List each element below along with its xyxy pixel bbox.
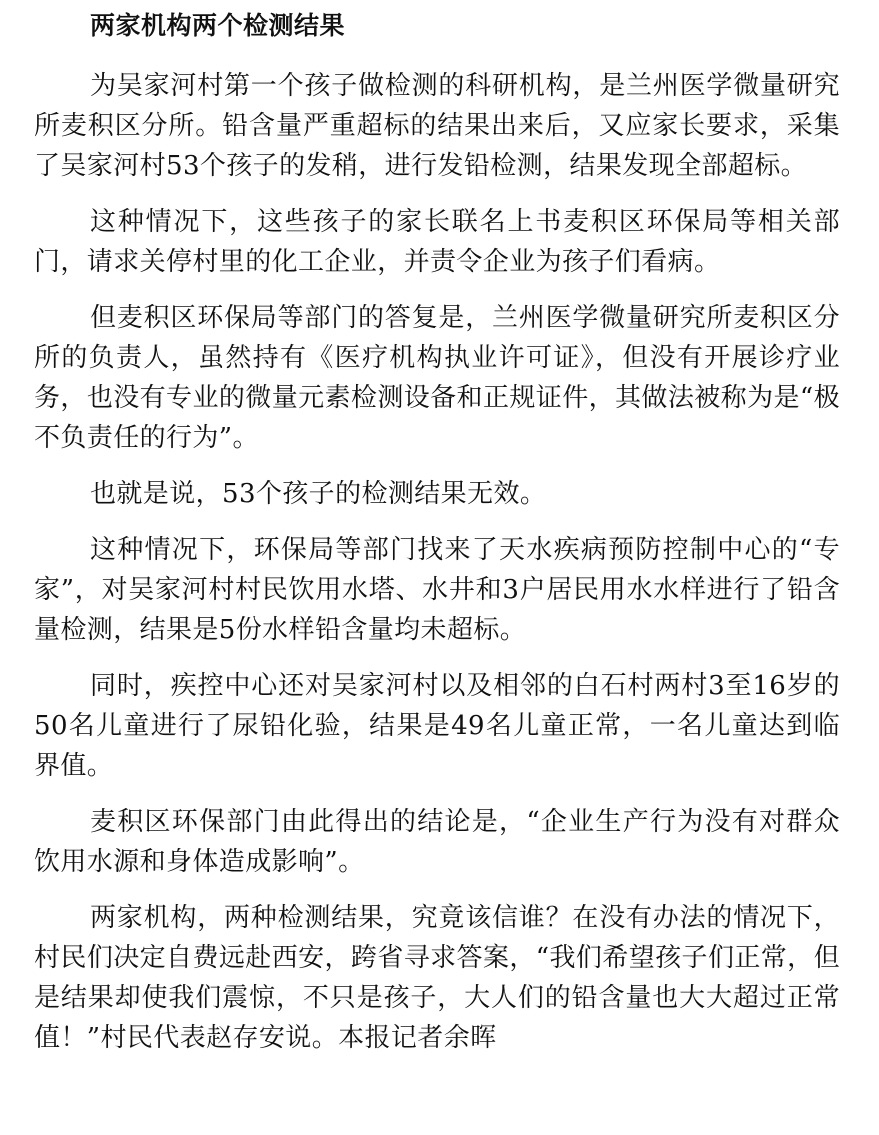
paragraph-4: 也就是说，53个孩子的检测结果无效。 — [90, 479, 547, 509]
paragraph-7: 麦积区环保部门由此得出的结论是，“企业生产行为没有对群众饮用水源和身体造成影响”。 — [34, 807, 840, 877]
paragraph-6: 同时，疾控中心还对吴家河村以及相邻的白石村两村3至16岁的50名儿童进行了尿铅化验，结果是49名儿童正常，一名儿童达到临界值。 — [34, 671, 840, 781]
paragraph-2: 这种情况下，这些孩子的家长联名上书麦积区环保局等相关部门，请求关停村里的化工企业，并责令企业为孩子们看病。 — [34, 207, 840, 277]
paragraph-3: 但麦积区环保局等部门的答复是，兰州医学微量研究所麦积区分所的负责人，虽然持有《医疗机构执业许可证》，但没有开展诊疗业务，也没有专业的微量元素检测设备和正规证件，其做法被称为是“极不负责任的行为”。 — [34, 303, 840, 453]
paragraph-8: 两家机构，两种检测结果，究竟该信谁？在没有办法的情况下，村民们决定自费远赴西安，跨省寻求答案，“我们希望孩子们正常，但是结果却使我们震惊，不只是孩子，大人们的铅含量也大大超过正常值！”村民代表赵存安说。本报记者余晖 — [34, 903, 840, 1053]
article-title: 两家机构两个检测结果 — [90, 11, 346, 40]
paragraph-1: 为吴家河村第一个孩子做检测的科研机构，是兰州医学微量研究所麦积区分所。铅含量严重超标的结果出来后，又应家长要求，采集了吴家河村53个孩子的发稍，进行发铅检测，结果发现全部超标。 — [34, 71, 840, 181]
paragraph-5: 这种情况下，环保局等部门找来了天水疾病预防控制中心的“专家”，对吴家河村村民饮用水塔、水井和3户居民用水水样进行了铅含量检测，结果是5份水样铅含量均未超标。 — [34, 535, 840, 645]
article — [34, 8, 840, 1074]
